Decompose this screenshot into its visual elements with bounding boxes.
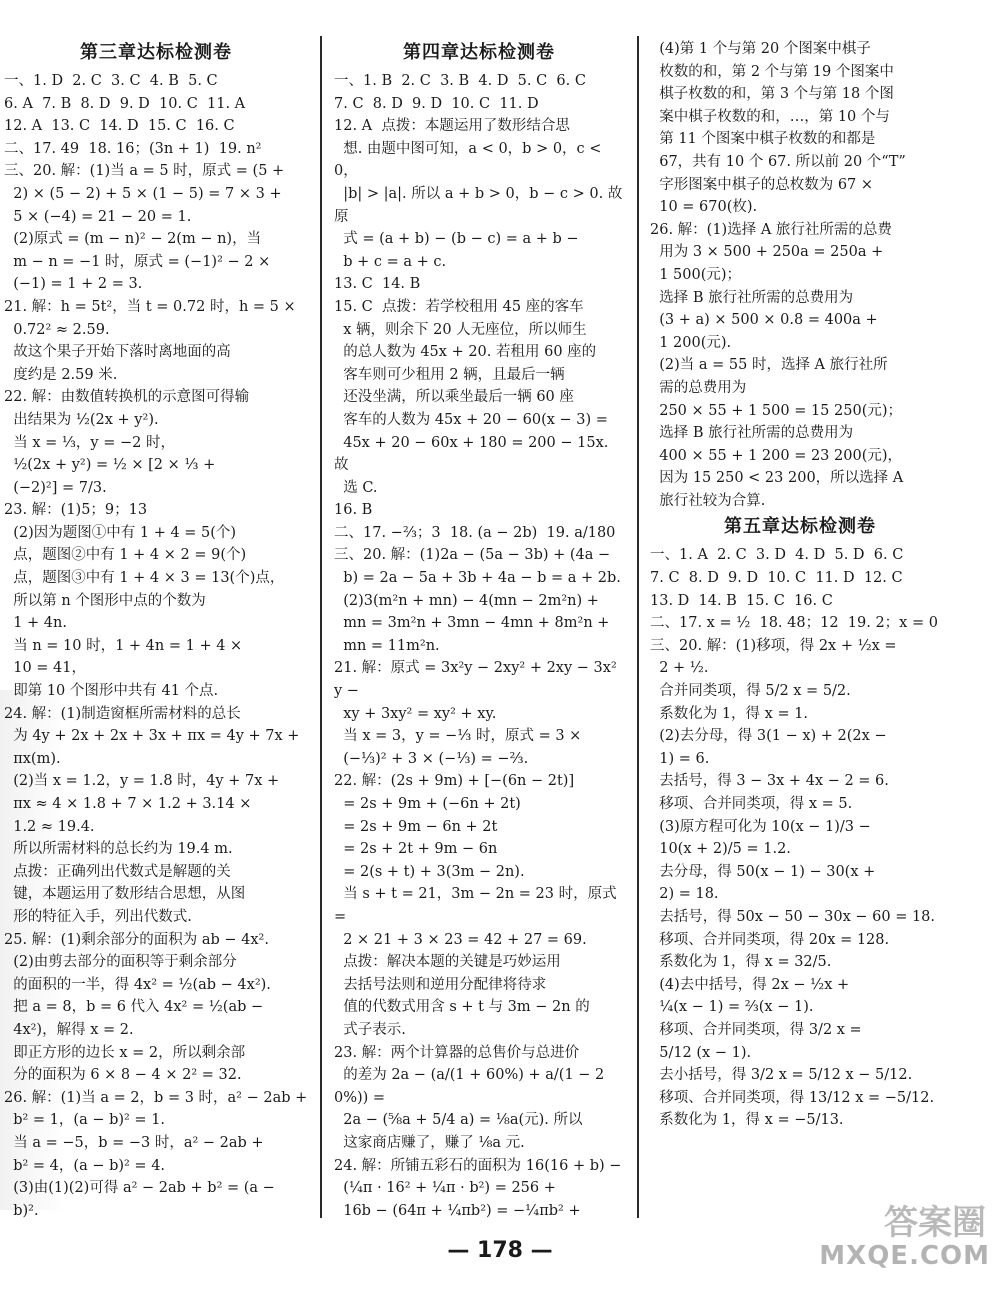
answer-line: 当 n = 10 时，1 + 4n = 1 + 4 ×: [4, 637, 243, 654]
column-chapter-3: [4, 38, 308, 1218]
column-chapter-4: [334, 38, 624, 1218]
answer-line: 因为 15 250 < 23 200，所以选择 A: [650, 470, 904, 487]
answer-line: 棋子枚数的和，第 3 个与第 18 个图: [650, 86, 894, 103]
column-divider: [637, 36, 639, 1218]
answer-line: 选择 B 旅行社所需的总费用为: [650, 425, 854, 442]
answer-line: 一、1. A 2. C 3. D 4. D 5. D 6. C: [650, 547, 904, 564]
answer-line: 枚数的和，第 2 个与第 19 个图案中: [650, 63, 894, 80]
answer-line: (−⅓)² + 3 × (−⅓) = −⅔.: [334, 750, 529, 767]
answer-line: 点，题图③中有 1 + 4 × 3 = 13(个)点，: [4, 570, 285, 587]
column-divider: [320, 36, 322, 1218]
answer-line: 2) × (5 − 2) + 5 × (1 − 5) = 7 × 3 +: [4, 185, 282, 202]
answer-line: 23. 解：两个计算器的总售价与总进价: [334, 1044, 580, 1061]
answer-line: 一、1. B 2. C 3. B 4. D 5. C 6. C: [334, 73, 586, 89]
answer-line: 10(x + 2)/5 = 1.2.: [650, 841, 791, 858]
answer-line: 去括号法则和逆用分配律将待求: [334, 976, 547, 993]
answer-line: (2)3(m²n + mn) − 4(mn − 2m²n) +: [334, 592, 599, 609]
answer-line: 客车则可少租用 2 辆，且最后一辆: [334, 366, 565, 383]
answer-line: 系数化为 1，得 x = 1.: [650, 705, 809, 722]
answer-line: ¼(x − 1) = ⅔(x − 1).: [650, 999, 814, 1016]
section-heading: 第四章达标检测卷: [403, 42, 555, 63]
answer-lines: [4, 70, 308, 1218]
answer-line: (−2)²] = 7/3.: [4, 479, 107, 496]
answer-line: 第 11 个图案中棋子枚数的和都是: [650, 131, 876, 148]
watermark-text: MXQE.COM: [819, 1241, 990, 1271]
answer-line: 4x²)，解得 x = 2.: [4, 1021, 134, 1038]
answer-line: 三、20. 解：(1)移项，得 2x + ½x =: [650, 637, 897, 654]
answer-line: 67，共有 10 个 67. 所以前 20 个“T”: [650, 153, 906, 170]
answer-line: 当 s + t = 21，3m − 2n = 23 时，原式 =: [334, 886, 622, 925]
answer-line: 字形图案中棋子的总枚数为 67 ×: [650, 176, 874, 193]
section-heading: 第三章达标检测卷: [80, 42, 232, 63]
answer-line: 当 x = ⅓，y = −2 时，: [4, 434, 175, 451]
answer-line: 移项、合并同类项，得 20x = 128.: [650, 931, 890, 948]
answer-line: 三、20. 解：(1)当 a = 5 时，原式 = (5 +: [4, 163, 285, 180]
answer-line: 移项、合并同类项，得 3/2 x =: [650, 1021, 862, 1038]
column-chapter-5: [650, 38, 950, 1218]
answer-lines-continued: [650, 38, 950, 512]
answer-line: (4)去中括号，得 2x − ½x +: [650, 976, 850, 993]
answer-line: mn = 11m²n.: [334, 637, 440, 654]
answer-line: 系数化为 1，得 x = 32/5.: [650, 954, 832, 971]
answer-line: 5/12 (x − 1).: [650, 1044, 752, 1061]
answer-line: 2 × 21 + 3 × 23 = 42 + 27 = 69.: [334, 931, 587, 948]
answer-line: 案中棋子枚数的和，…，第 10 个与: [650, 108, 890, 125]
answer-line: 的总人数为 45x + 20. 若租用 60 座的: [334, 344, 597, 361]
answer-line: m − n = −1 时，原式 = (−1)² − 2 ×: [4, 253, 271, 270]
answer-line: 移项、合并同类项，得 13/12 x = −5/12.: [650, 1089, 935, 1106]
answer-line: (2)当 x = 1.2，y = 1.8 时，4y + 7x +: [4, 773, 280, 790]
answer-line: 还没坐满，所以乘坐最后一辆 60 座: [334, 389, 574, 406]
answer-line: 客车的人数为 45x + 20 − 60(x − 3) =: [334, 411, 608, 428]
answer-line: x 辆，则余下 20 人无座位，所以师生: [334, 321, 587, 338]
answer-line: 旅行社较为合算.: [650, 492, 766, 509]
answer-line: |b| > |a|. 所以 a + b > 0，b − c > 0. 故原: [334, 185, 623, 225]
answer-line: 即正方形的边长 x = 2，所以剩余部: [4, 1044, 246, 1061]
answer-line: 7. C 8. D 9. D 10. C 11. D: [334, 95, 539, 112]
answer-line: 选择 B 旅行社所需的总费用为: [650, 289, 854, 306]
section-heading: 第五章达标检测卷: [724, 516, 876, 538]
answer-line: 26. 解：(1)当 a = 2，b = 3 时，a² − 2ab +: [4, 1089, 308, 1106]
answer-line: 去括号，得 50x − 50 − 30x − 60 = 18.: [650, 908, 936, 925]
answer-line: (3)原方程可化为 10(x − 1)/3 −: [650, 818, 871, 835]
answer-line: (2)当 a = 55 时，选择 A 旅行社所: [650, 357, 888, 374]
answer-line: 2a − (⅝a + 5/4 a) = ⅛a(元). 所以: [334, 1112, 583, 1129]
answer-line: 所以所需材料的总长约为 19.4 m.: [4, 841, 233, 858]
answer-line: 13. C 14. B: [334, 276, 421, 293]
answer-line: ½(2x + y²) = ½ × [2 × ⅓ +: [4, 457, 216, 474]
answer-line: 10 = 41，: [4, 660, 86, 677]
answer-line: 250 × 55 + 1 500 = 15 250(元)；: [650, 402, 903, 419]
answer-line: 1 200(元).: [650, 334, 732, 351]
answer-line: 点拨：正确列出代数式是解题的关: [4, 863, 231, 880]
answer-line: = 2(s + t) + 3(3m − 2n).: [334, 863, 525, 880]
answer-line: 23. 解：(1)5；9；13: [4, 502, 148, 519]
answer-line: 24. 解：所铺五彩石的面积为 16(16 + b) −: [334, 1157, 622, 1174]
answer-line: 去小括号，得 3/2 x = 5/12 x − 5/12.: [650, 1067, 913, 1084]
answer-line: 10 = 670(枚).: [650, 199, 758, 216]
answer-line: πx ≈ 4 × 1.8 + 7 × 1.2 + 3.14 ×: [4, 796, 252, 812]
answer-line: 1 + 4n.: [4, 615, 67, 632]
answer-line: 为 4y + 2x + 2x + 3x + πx = 4y + 7x +: [4, 728, 300, 745]
answer-line: 1 500(元)；: [650, 266, 742, 283]
answer-line: b² = 4，(a − b)² = 4.: [4, 1157, 166, 1174]
answer-line: (2)由剪去部分的面积等于剩余部分: [4, 954, 237, 971]
answer-line: 0.72² ≈ 2.59.: [4, 321, 110, 338]
answer-line: 形的特征入手，列出代数式.: [4, 908, 192, 925]
answer-line: 故这个果子开始下落时离地面的高: [4, 344, 231, 361]
answer-line: 22. 解：由数值转换机的示意图可得输: [4, 389, 250, 406]
answer-line: (3)由(1)(2)可得 a² − 2ab + b² = (a −: [4, 1180, 275, 1197]
site-watermark: [800, 1195, 990, 1271]
answer-line: 22. 解：(2s + 9m) + [−(6n − 2t)]: [334, 773, 575, 790]
answer-line: 度约是 2.59 米.: [4, 366, 118, 383]
answer-line: (2)原式 = (m − n)² − 2(m − n)，当: [4, 231, 262, 248]
answer-line: 把 a = 8，b = 6 代入 4x² = ½(ab −: [4, 999, 264, 1016]
answer-line: 7. C 8. D 9. D 10. C 11. D 12. C: [650, 570, 903, 587]
answer-line: 16b − (64π + ¼πb²) = −¼πb² +: [334, 1202, 581, 1218]
answer-line: 三、20. 解：(1)2a − (5a − 3b) + (4a −: [334, 547, 611, 564]
answer-line: 6. A 7. B 8. D 9. D 10. C 11. A: [4, 95, 246, 112]
answer-line: b + c = a + c.: [334, 253, 447, 270]
answer-line: (2)因为题图①中有 1 + 4 = 5(个): [4, 524, 237, 541]
answer-line: 值的代数式用含 s + t 与 3m − 2n 的: [334, 999, 590, 1016]
answer-line: 1.2 ≈ 19.4.: [4, 818, 95, 835]
answer-line: πx(m).: [4, 750, 61, 767]
answer-line: 去括号，得 3 − 3x + 4x − 2 = 6.: [650, 773, 889, 790]
answer-line: 25. 解：(1)剩余部分的面积为 ab − 4x².: [4, 931, 269, 948]
watermark-logo: 答案圈: [884, 1203, 986, 1243]
answer-line: 15. C 点拨：若学校租用 45 座的客车: [334, 298, 584, 315]
answer-line: 去分母，得 50(x − 1) − 30(x +: [650, 863, 876, 880]
answer-line: 24. 解：(1)制造窗框所需材料的总长: [4, 705, 241, 722]
answer-line: (3 + a) × 500 × 0.8 = 400a +: [650, 312, 878, 329]
answer-line: 12. A 点拨：本题运用了数形结合思: [334, 118, 570, 135]
answer-line: 点，题图②中有 1 + 4 × 2 = 9(个): [4, 547, 247, 564]
answer-line: 二、17. 49 18. 16；(3n + 1) 19. n²: [4, 140, 262, 157]
answer-line: 当 x = 3，y = −⅓ 时，原式 = 3 ×: [334, 728, 582, 745]
answer-line: 二、17. x = ½ 18. 48；12 19. 2；x = 0: [650, 615, 938, 632]
page-number: — 178 —: [447, 1238, 553, 1263]
answer-line: 21. 解：原式 = 3x²y − 2xy² + 2xy − 3x²y −: [334, 660, 617, 700]
answer-line: 45x + 20 − 60x + 180 = 200 − 15x. 故: [334, 434, 613, 474]
answer-line: 点拨：解决本题的关键是巧妙运用: [334, 954, 561, 971]
answer-line: 的差为 2a − (a/(1 + 60%) + a/(1 − 20%)) =: [334, 1067, 605, 1106]
answer-line: 二、17. −⅔；3 18. (a − 2b) 19. a/180: [334, 524, 616, 541]
answer-line: 需的总费用为: [650, 379, 747, 396]
answer-line: xy + 3xy² = xy² + xy.: [334, 705, 497, 722]
answer-line: 式子表示.: [334, 1021, 406, 1038]
answer-line: 16. B: [334, 502, 373, 519]
answer-line: 所以第 n 个图形中点的个数为: [4, 592, 206, 609]
answer-line: (4)第 1 个与第 20 个图案中棋子: [650, 41, 871, 57]
answer-line: 用为 3 × 500 + 250a = 250a +: [650, 244, 884, 261]
answer-line: = 2s + 9m − 6n + 2t: [334, 818, 498, 835]
answer-line: b) = 2a − 5a + 3b + 4a − b = a + 2b.: [334, 570, 621, 587]
answer-line: 分的面积为 6 × 8 − 4 × 2² = 32.: [4, 1067, 242, 1084]
answer-line: 当 a = −5，b = −3 时，a² − 2ab +: [4, 1134, 264, 1151]
answer-lines: [334, 70, 624, 1218]
answer-line: mn = 3m²n + 3mn − 4mn + 8m²n +: [334, 615, 610, 632]
answer-line: b² = 1，(a − b)² = 1.: [4, 1112, 166, 1129]
answer-line: 2) = 18.: [650, 886, 719, 903]
answer-line: 键，本题运用了数形结合思想，从图: [4, 886, 246, 903]
answer-line: (¼π · 16² + ¼π · b²) = 256 +: [334, 1180, 556, 1197]
answer-line: 想. 由题中图可知，a < 0，b > 0，c < 0，: [334, 140, 607, 180]
answer-lines: [650, 544, 950, 1131]
answer-line: 的面积的一半，得 4x² = ½(ab − 4x²).: [4, 976, 271, 993]
answer-line: 即第 10 个图形中共有 41 个点.: [4, 683, 219, 700]
answer-line: 合并同类项，得 5/2 x = 5/2.: [650, 683, 851, 700]
answer-line: = 2s + 9m + (−6n + 2t): [334, 796, 521, 812]
answer-line: (−1) = 1 + 2 = 3.: [4, 276, 143, 293]
answer-line: 式 = (a + b) − (b − c) = a + b −: [334, 231, 579, 248]
answer-line: 移项、合并同类项，得 x = 5.: [650, 796, 853, 812]
answer-line: 2 + ½.: [650, 660, 709, 677]
answer-line: 1) = 6.: [650, 750, 710, 767]
answer-line: b)².: [4, 1202, 39, 1218]
answer-line: 这家商店赚了，赚了 ⅛a 元.: [334, 1134, 525, 1151]
answer-line: = 2s + 2t + 9m − 6n: [334, 841, 498, 858]
answer-line: 出结果为 ½(2x + y²).: [4, 411, 159, 428]
answer-line: 5 × (−4) = 21 − 20 = 1.: [4, 208, 192, 225]
answer-line: 13. D 14. B 15. C 16. C: [650, 592, 833, 609]
answer-line: 400 × 55 + 1 200 = 23 200(元)，: [650, 447, 903, 464]
answer-line: (2)去分母，得 3(1 − x) + 2(2x −: [650, 728, 887, 745]
answer-line: 21. 解：h = 5t²，当 t = 0.72 时，h = 5 ×: [4, 298, 296, 315]
answer-line: 系数化为 1，得 x = −5/13.: [650, 1112, 844, 1129]
answer-line: 一、1. D 2. C 3. C 4. B 5. C: [4, 73, 218, 89]
answer-line: 12. A 13. C 14. D 15. C 16. C: [4, 118, 235, 135]
answer-line: 26. 解：(1)选择 A 旅行社所需的总费: [650, 221, 892, 238]
answer-line: 选 C.: [334, 479, 378, 496]
